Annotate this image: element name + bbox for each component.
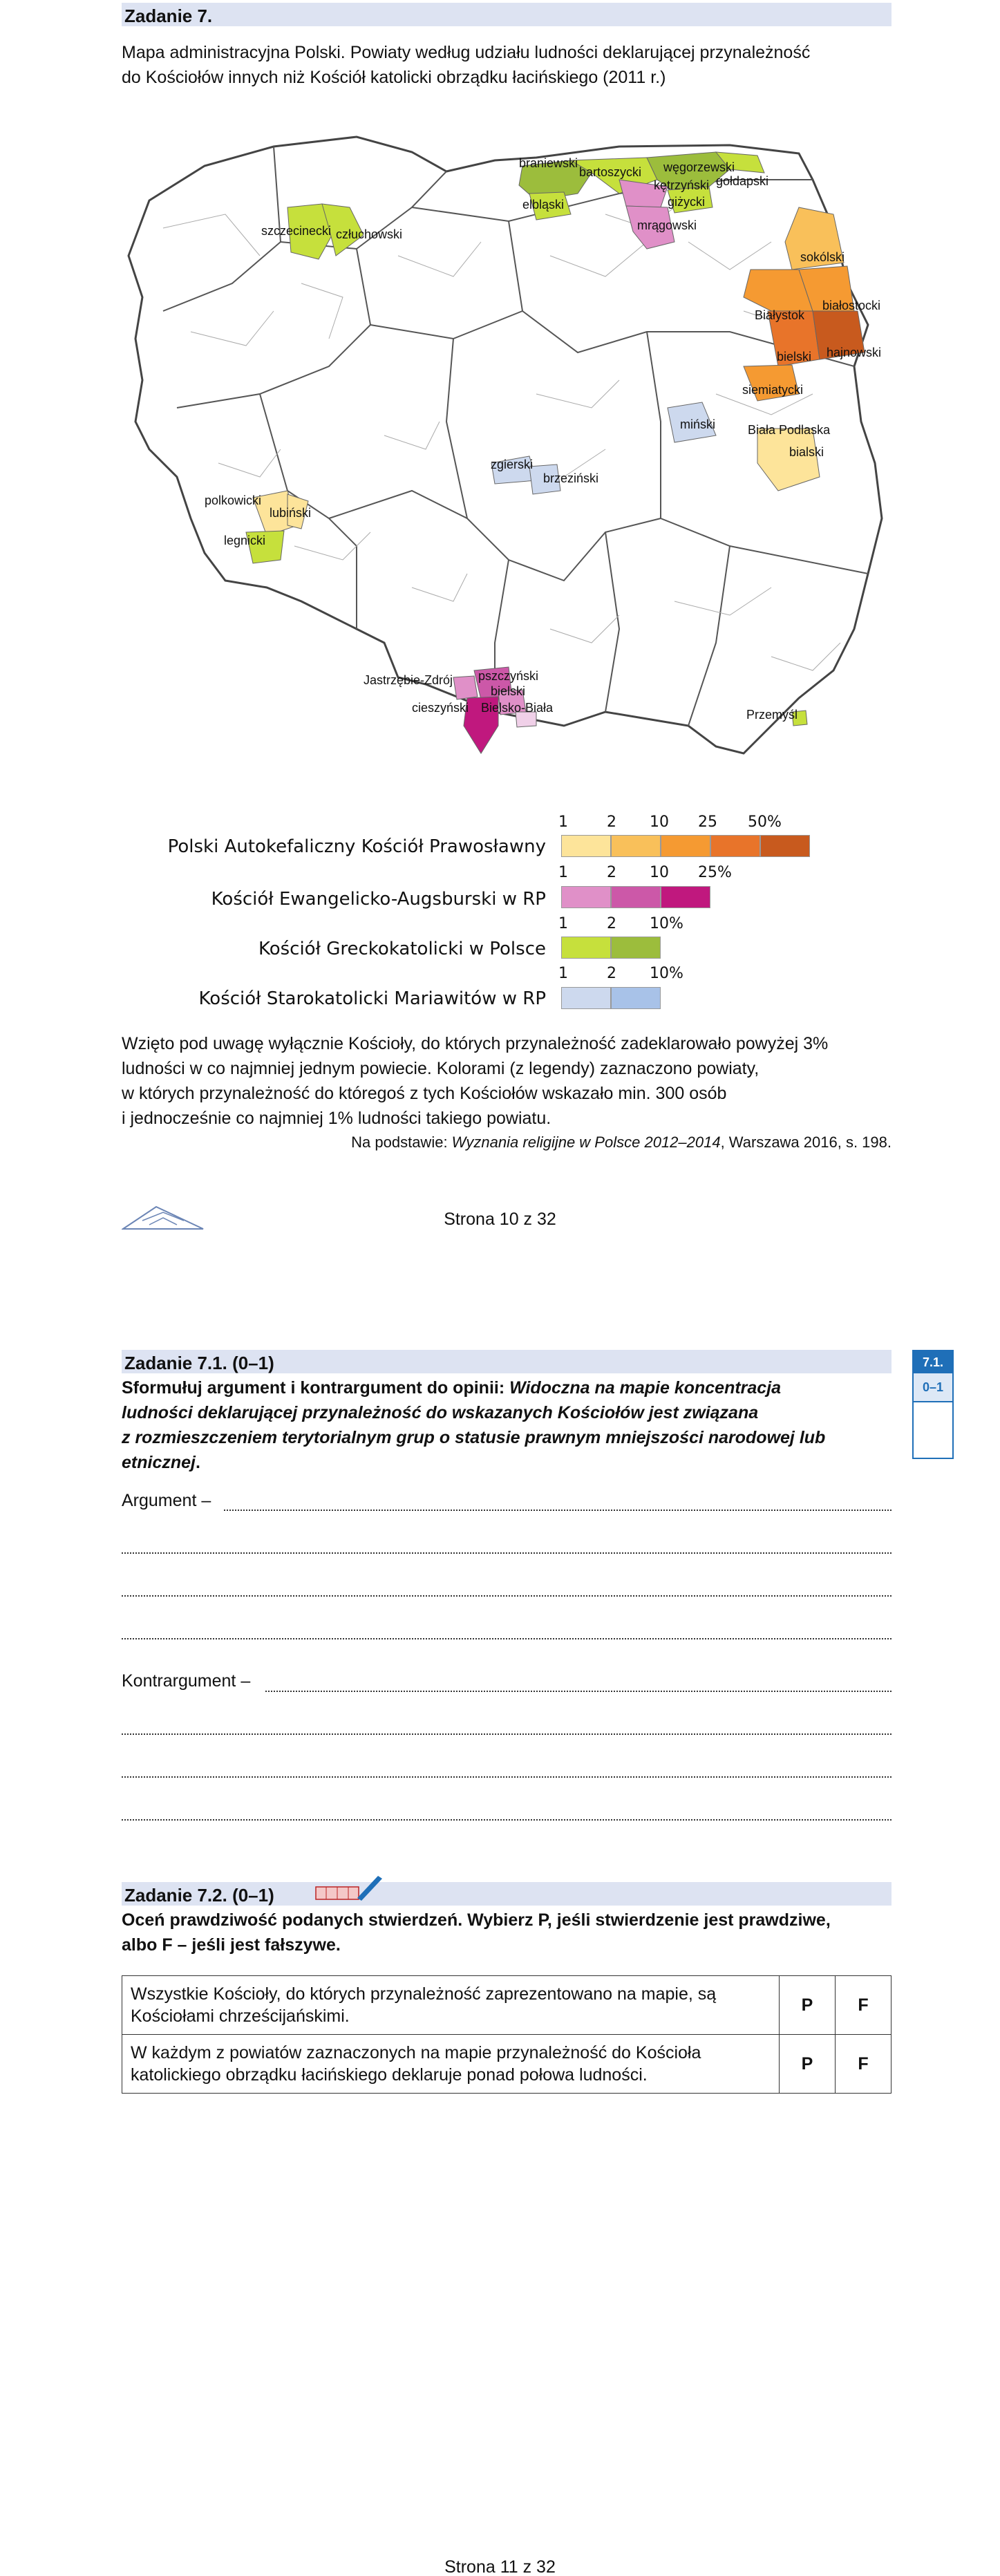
map-label: Białystok [755,308,805,322]
swatch-mariavite-2 [611,987,661,1009]
statement-text: Kościołami chrześcijańskimi. [131,2006,350,2026]
task-71-title: Zadanie 7.1. (0–1) [124,1353,274,1373]
map-label: bielski [777,350,812,364]
map-label: lubiński [270,506,312,520]
task-71-command [122,1375,891,1475]
map-label: zgierski [491,458,534,471]
map-label: hajnowski [827,346,882,359]
swatch-orthodox-5 [760,835,810,857]
cmd-italic: etnicznej [122,1453,196,1472]
map-label: cieszyński [412,701,469,715]
map-label: człuchowski [336,227,403,241]
source-title: Wyznania religijne w Polsce 2012–2014 [451,1134,721,1151]
counterargument-answer-line[interactable] [122,1776,891,1778]
map-label: polkowicki [205,493,262,507]
counterargument-answer-line[interactable] [265,1691,891,1692]
map-label: Bielsko-Biała [481,701,554,715]
legend-tick: 2 [607,864,616,881]
page-10-footer: Strona 10 z 32 [444,1210,556,1229]
map-label: braniewski [519,156,578,170]
poland-map [122,104,903,809]
map-label: węgorzewski [663,160,735,174]
map-label: legnicki [224,534,266,547]
swatch-lutheran-3 [661,886,710,908]
argument-answer-line[interactable] [224,1510,891,1511]
map-label: białostocki [822,299,881,312]
map-note [122,1031,891,1131]
score-box-points: 0–1 [914,1373,952,1402]
task-71-header [122,1350,891,1373]
table-row [122,2035,891,2094]
note-line-4: i jednocześnie co najmniej 1% ludności takiego powiatu. [122,1109,551,1128]
statement-cell [122,2035,780,2094]
swatch-orthodox-4 [710,835,760,857]
argument-label: Argument – [122,1491,211,1510]
note-line-3: w których przynależność do któregoś z tych Kościołów wskazało min. 300 osób [122,1084,727,1103]
argument-answer-line[interactable] [122,1595,891,1597]
map-label: miński [680,417,716,431]
true-option[interactable]: P [780,1976,836,2035]
intro-line-2: do Kościołów innych niż Kościół katolicki obrządku łacińskiego (2011 r.) [122,68,666,87]
legend-tick: 2 [607,814,616,831]
map-label: brzeziński [543,471,599,485]
legend-tick: 10 [650,814,669,831]
map-label: bartoszycki [579,165,642,179]
legend-tick: 1 [558,814,568,831]
argument-answer-line[interactable] [122,1638,891,1639]
counterargument-answer-line[interactable] [122,1819,891,1821]
swatch-greek-1 [561,937,611,959]
map-label: Biała Podlaska [748,423,831,437]
swatch-lutheran-2 [611,886,661,908]
source-suffix: , Warszawa 2016, s. 198. [720,1134,891,1151]
legend-lutheran: Kościół Ewangelicko-Augsburski w RP [211,889,546,910]
task-7-header [122,3,891,26]
task-72-title: Zadanie 7.2. (0–1) [124,1885,274,1906]
task-7-intro [122,40,891,90]
cmd-end: . [195,1453,200,1472]
argument-answer-line[interactable] [122,1552,891,1554]
note-line-2: ludności w co najmniej jednym powiecie. Kolorami (z legendy) zaznaczono powiaty, [122,1059,760,1078]
swatch-orthodox-3 [661,835,710,857]
statement-text: Wszystkie Kościoły, do których przynależność zaprezentowano na mapie, są [131,1984,717,2004]
map-label: elbląski [522,198,565,211]
legend-tick: 1 [558,864,568,881]
table-row [122,1976,891,2035]
counterargument-label: Kontrargument – [122,1671,251,1691]
cmd-italic: Widoczna na mapie koncentracja [509,1378,782,1398]
task-7-title: Zadanie 7. [124,6,213,26]
source-citation [122,1134,891,1151]
source-prefix: Na podstawie: [351,1134,452,1151]
cmd-italic: z rozmieszczeniem terytorialnym grup o statusie prawnym mniejszości narodowej lub [122,1428,826,1447]
swatch-greek-2 [611,937,661,959]
legend-tick: 25 [698,814,717,831]
pencil-grid-icon [314,1873,384,1905]
map-label: sokólski [800,250,845,264]
legend-tick: 10% [650,915,683,932]
map-label: giżycki [668,195,706,209]
map-label: pszczyński [478,669,539,683]
legend-tick: 10% [650,965,683,982]
map-label: Jastrzębie-Zdrój [364,673,453,687]
true-option[interactable]: P [780,2035,836,2094]
cmd-bold: Sformułuj argument i kontrargument do opinii: [122,1378,510,1398]
legend-tick: 50% [748,814,782,831]
map-label: mrągowski [637,218,697,232]
legend-tick: 25% [698,864,732,881]
score-box-number: 7.1. [914,1351,952,1373]
task-72-command-line: albo F – jeśli jest fałszywe. [122,1935,341,1955]
page-11-footer: Strona 11 z 32 [444,2557,556,2576]
task-72-header [122,1882,891,1906]
map-label: kętrzyński [654,178,710,192]
legend-greek-catholic: Kościół Greckokatolicki w Polsce [258,939,546,959]
cmd-italic: ludności deklarującej przynależność do wskazanych Kościołów jest związana [122,1403,759,1422]
map-label: Przemyśl [746,708,798,722]
legend-tick: 1 [558,915,568,932]
legend-tick: 1 [558,965,568,982]
swatch-orthodox-1 [561,835,611,857]
legend-mariavite: Kościół Starokatolicki Mariawitów w RP [198,988,546,1009]
false-option[interactable]: F [836,2035,891,2094]
legend-tick: 2 [607,915,616,932]
swatch-orthodox-2 [611,835,661,857]
statement-cell [122,1976,780,2035]
task-72-command [122,1908,891,1957]
true-false-table [122,1975,891,2094]
map-label: bielski [491,684,526,698]
map-label: bialski [789,445,824,459]
statement-text: katolickiego obrządku łacińskiego deklaruje ponad połowa ludności. [131,2065,648,2085]
map-label: gołdapski [716,174,769,188]
task-72-command-line: Oceń prawdziwość podanych stwierdzeń. Wybierz P, jeśli stwierdzenie jest prawdziwe, [122,1910,831,1930]
statement-text: W każdym z powiatów zaznaczonych na mapie przynależność do Kościoła [131,2043,701,2062]
map-label: szczecinecki [261,224,332,238]
legend-tick: 10 [650,864,669,881]
counterargument-answer-line[interactable] [122,1733,891,1735]
map-label: siemiatycki [742,383,804,397]
score-box-71 [912,1350,954,1459]
note-line-1: Wzięto pod uwagę wyłącznie Kościoły, do których przynależność zadeklarowało powyżej 3% [122,1034,829,1053]
swatch-lutheran-1 [561,886,611,908]
swatch-mariavite-1 [561,987,611,1009]
legend-orthodox: Polski Autokefaliczny Kościół Prawosławny [167,836,546,857]
false-option[interactable]: F [836,1976,891,2035]
intro-line-1: Mapa administracyjna Polski. Powiaty według udziału ludności deklarującej przynależność [122,43,811,62]
legend-tick: 2 [607,965,616,982]
